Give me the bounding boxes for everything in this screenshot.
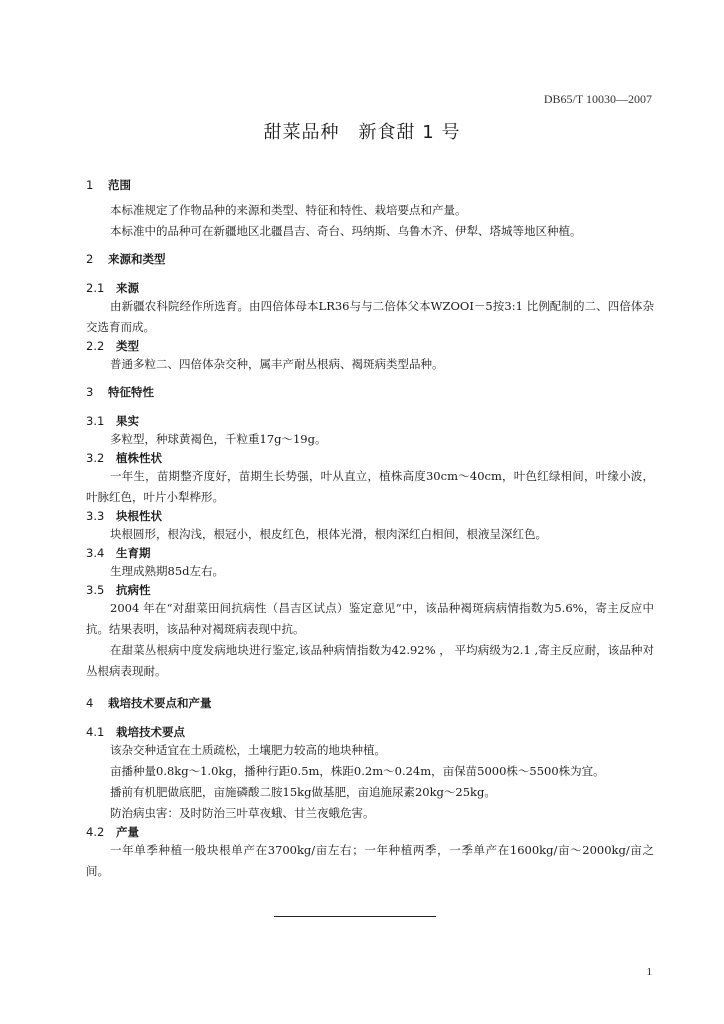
- subsection-heading-3-4: 3.4 生育期: [86, 546, 151, 560]
- document-body: [86, 178, 654, 882]
- paragraph: 一年生，苗期整齐度好，苗期生长势强，叶从直立，植株高度30cm～40cm，叶色红绿相间，叶缘小波，叶脉红色，叶片小犁桦形。: [86, 469, 654, 504]
- paragraph: 播前有机肥做底肥，亩施磷酸二胺15kg做基肥，亩追施尿素20kg～25kg。: [110, 785, 496, 799]
- paragraph: 一年单季种植一般块根单产在3700kg/亩左右；一年种植两季，一季单产在1600kg/亩～2000kg/亩之间。: [86, 843, 654, 878]
- subsection-heading-3-2: 3.2 植株性状: [86, 451, 162, 465]
- paragraph: 亩播种量0.8kg～1.0kg，播种行距0.5m，株距0.2m～0.24m，亩保苗5000株～5500株为宜。: [110, 764, 605, 778]
- paragraph: 普通多粒二、四倍体杂交种，属丰产耐丛根病、褐斑病类型品种。: [110, 357, 444, 371]
- subsection-heading-4-1: 4.1 栽培技术要点: [86, 725, 185, 739]
- subsection-heading-2-2: 2.2 类型: [86, 339, 139, 353]
- subsection-heading-3-1: 3.1 果实: [86, 414, 139, 428]
- paragraph: 在甜菜丛根病中度发病地块进行鉴定,该品种病情指数为42.92% ， 平均病级为2.1 ,寄主反应耐，该品种对丛根病表现耐。: [86, 643, 654, 678]
- subsection-heading-3-5: 3.5 抗病性: [86, 583, 151, 597]
- document-title: 甜菜品种 新食甜 1 号: [263, 122, 461, 143]
- paragraph: 防治病虫害：及时防治三叶草夜蛾、甘兰夜蛾危害。: [110, 806, 375, 820]
- subsection-heading-4-2: 4.2 产量: [86, 825, 139, 839]
- paragraph: 多粒型，种球黄褐色，千粒重17g～19g。: [110, 432, 327, 446]
- section-heading-1: 1 范围: [86, 178, 131, 192]
- paragraph: 块根圆形，根沟浅，根冠小，根皮红色，根体光滑，根肉深红白相间，根液呈深红色。: [110, 527, 547, 541]
- paragraph: 2004 年在“对甜菜田间抗病性（昌吉区试点）鉴定意见”中，该品种褐斑病病情指数为5.6%，寄主反应中抗。结果表明，该品种对褐斑病表现中抗。: [86, 601, 654, 636]
- subsection-heading-3-3: 3.3 块根性状: [86, 509, 162, 523]
- paragraph: 本标准规定了作物品种的来源和类型、特征和特性、栽培要点和产量。: [110, 203, 467, 217]
- end-separator-line: [274, 916, 436, 917]
- paragraph: 该杂交种适宜在土质疏松，土壤肥力较高的地块种植。: [110, 743, 386, 757]
- section-heading-3: 3 特征特性: [86, 385, 154, 399]
- paragraph: 本标准中的品种可在新疆地区北疆昌吉、奇台、玛纳斯、乌鲁木齐、伊犁、塔城等地区种植。: [110, 224, 582, 238]
- section-heading-4: 4 栽培技术要点和产量: [86, 696, 212, 710]
- subsection-heading-2-1: 2.1 来源: [86, 281, 139, 295]
- section-heading-2: 2 来源和类型: [86, 252, 166, 266]
- standard-code: DB65/T 10030—2007: [543, 92, 652, 106]
- paragraph: 由新疆农科院经作所选育。由四倍体母本LR36与与二倍体父本WZOOI－5按3:1 比例配制的二、四倍体杂交选育而成。: [86, 299, 654, 334]
- paragraph: 生理成熟期85d左右。: [110, 564, 224, 578]
- page-number: 1: [646, 966, 652, 978]
